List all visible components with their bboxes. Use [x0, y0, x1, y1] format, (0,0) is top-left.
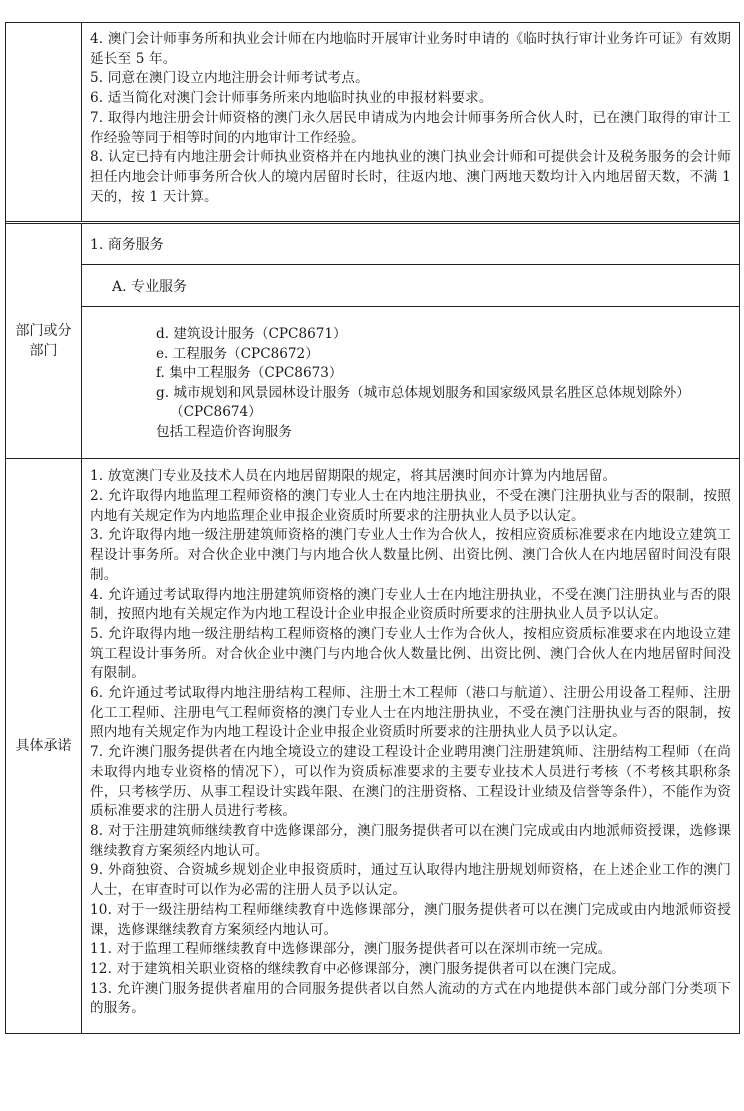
list-item: 11. 对于监理工程师继续教育中选修课部分，澳门服务提供者可以在深圳市统一完成。 [90, 941, 612, 958]
sector-items [82, 307, 739, 458]
sector-note: 包括工程造价咨询服务 [156, 423, 292, 440]
list-item: 3. 允许取得内地一级注册建筑师资格的澳门专业人士作为合伙人，按相应资质标准要求在内地设立建筑工程设计事务所。对合伙企业中澳门与内地合伙人数量比例、出资比例、澳门合伙人在内地居留时间没有限制。 [90, 527, 731, 583]
row-sector [6, 224, 739, 459]
list-item: 7. 取得内地注册会计师资格的澳门永久居民申请成为内地会计师事务所合伙人时，已在澳门取得的审计工作经验等同于相等时间的内地审计工作经验。 [90, 109, 731, 146]
list-item: 8. 对于注册建筑师继续教育中选修课部分，澳门服务提供者可以在澳门完成或由内地派师资授课，选修课继续教育方案须经内地认可。 [90, 822, 731, 859]
commitments-label: 具体承诺 [6, 459, 82, 1033]
sector-title: 1. 商务服务 [82, 224, 739, 265]
list-item: 8. 认定已持有内地注册会计师执业资格并在内地执业的澳门执业会计师和可提供会计及税务服务的会计师担任内地会计师事务所合伙人的境内居留时长时，往返内地、澳门两地天数均计入内地居留天数，不满 1 天的，按 1 天计算。 [90, 149, 731, 205]
commitments-cell [82, 459, 739, 1033]
sector-item: f. 集中工程服务（CPC8673） [156, 365, 343, 382]
sector-item: e. 工程服务（CPC8672） [156, 345, 319, 362]
row-accounting-continued [6, 23, 739, 224]
accounting-commitments-cell [82, 23, 739, 221]
list-item: 9. 外商独资、合资城乡规划企业申报资质时，通过互认取得内地注册规划师资格，在上述企业工作的澳门人士，在审查时可以作为必需的注册人员予以认定。 [90, 862, 731, 899]
sector-item: g. 城市规划和风景园林设计服务（城市总体规划服务和国家级风景名胜区总体规划除外）（CPC8674） [156, 384, 690, 421]
row-commitments [6, 459, 739, 1033]
list-item: 12. 对于建筑相关职业资格的继续教育中必修课部分，澳门服务提供者可以在澳门完成。 [90, 960, 626, 977]
list-item: 7. 允许澳门服务提供者在内地全境设立的建设工程设计企业聘用澳门注册建筑师、注册结构工程师（在尚未取得内地专业资格的情况下），可以作为资质标准要求的主要专业技术人员进行考核（不考核其职称条件，只考核学历、从事工程设计实践年限、在澳门的注册资格、工程设计业绩及信誉等条件），不能作为资质标准要求的注册人员进行考核。 [90, 744, 731, 820]
subsector-title: A. 专业服务 [82, 265, 739, 307]
list-item: 2. 允许取得内地监理工程师资格的澳门专业人士在内地注册执业，不受在澳门注册执业与否的限制，按照内地有关规定作为内地监理企业申报企业资质时所要求的注册执业人员予以认定。 [90, 488, 731, 524]
list-item: 10. 对于一级注册结构工程师继续教育中选修课部分，澳门服务提供者可以在澳门完成或由内地派师资授课，选修课继续教育方案须经内地认可。 [90, 901, 731, 938]
list-item: 6. 允许通过考试取得内地注册结构工程师、注册土木工程师（港口与航道）、注册公用设备工程师、注册化工工程师、注册电气工程师资格的澳门专业人士在内地注册执业，不受在澳门注册执业与否的限制，按照内地有关规定作为内地工程设计企业申报企业资质时所要求的注册执业人员予以认定。 [90, 685, 731, 741]
commitments-table [5, 22, 740, 1034]
row-label-empty [6, 23, 82, 221]
sector-cell [82, 224, 739, 458]
list-item: 13. 允许澳门服务提供者雇用的合同服务提供者以自然人流动的方式在内地提供本部门或分部门分类项下的服务。 [90, 980, 731, 1017]
list-item: 5. 允许取得内地一级注册结构工程师资格的澳门专业人士作为合伙人，按相应资质标准要求在内地设立建筑工程设计事务所。对合伙企业中澳门与内地合伙人数量比例、出资比例、澳门合伙人在内地居留时间没有限制。 [90, 625, 731, 682]
sector-label: 部门或分部门 [6, 224, 82, 458]
sector-item: d. 建筑设计服务（CPC8671） [156, 326, 347, 343]
list-item: 6. 适当简化对澳门会计师事务所来内地临时执业的申报材料要求。 [90, 90, 493, 107]
list-item: 5. 同意在澳门设立内地注册会计师考试考点。 [90, 70, 369, 87]
list-item: 4. 允许通过考试取得内地注册建筑师资格的澳门专业人士在内地注册执业，不受在澳门注册执业与否的限制，按照内地有关规定作为内地工程设计企业申报企业资质时所要求的注册执业人员予以认定。 [90, 586, 731, 623]
list-item: 1. 放宽澳门专业及技术人员在内地居留期限的规定，将其居澳时间亦计算为内地居留。 [90, 468, 617, 485]
list-item: 4. 澳门会计师事务所和执业会计师在内地临时开展审计业务时申请的《临时执行审计业务许可证》有效期延长至 5 年。 [90, 31, 731, 67]
